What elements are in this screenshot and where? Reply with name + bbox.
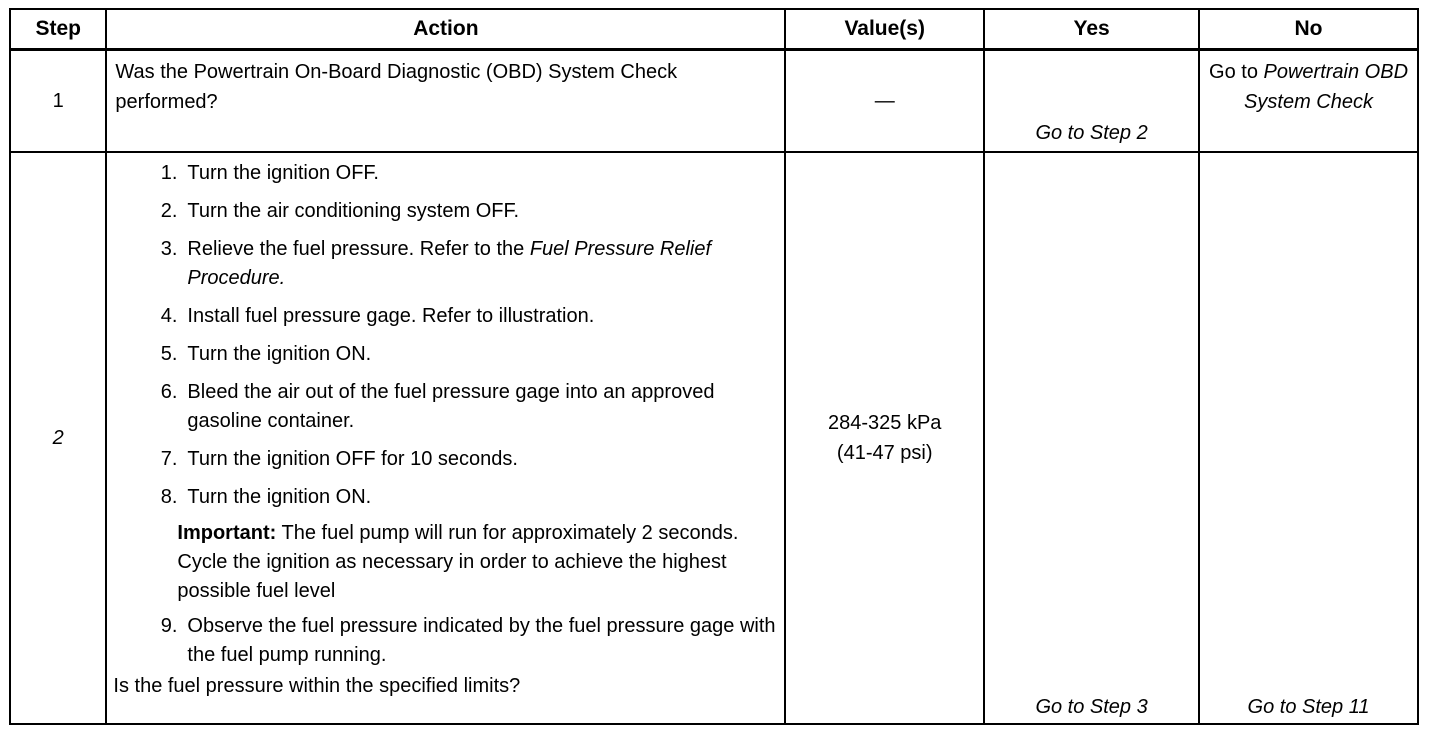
header-yes: Yes: [984, 9, 1199, 50]
no-reference: Powertrain OBD System Check: [1244, 61, 1409, 113]
value-cell: [785, 152, 984, 724]
procedure-list-cont: [107, 612, 784, 670]
list-item: 4. Install fuel pressure gage. Refer to illustration.: [160, 305, 595, 327]
value-kpa: 284-325 kPa: [828, 412, 942, 434]
important-note: [177, 519, 776, 606]
no-prefix: Go to: [1209, 61, 1258, 83]
header-no: No: [1199, 9, 1418, 50]
procedure-reference: Fuel Pressure Relief Procedure.: [187, 238, 712, 289]
table-row: [10, 50, 1418, 153]
list-item: 9. Observe the fuel pressure indicated by the fuel pressure gage with the fuel pump running.: [160, 615, 776, 666]
list-item: 2. Turn the air conditioning system OFF.: [160, 200, 520, 222]
step-number: 2: [10, 152, 106, 724]
list-item: 8. Turn the ignition ON.: [160, 486, 372, 508]
procedure-list: [107, 153, 784, 512]
no-cell: [1199, 50, 1418, 153]
important-text: The fuel pump will run for approximately 2 seconds. Cycle the ignition as necessary in order to achieve the highest possible fuel level: [177, 522, 739, 602]
yes-cell: Go to Step 2: [984, 50, 1199, 153]
list-item: 7. Turn the ignition OFF for 10 seconds.: [160, 448, 518, 470]
list-item: 1. Turn the ignition OFF.: [160, 162, 379, 184]
header-values: Value(s): [785, 9, 984, 50]
action-question: Was the Powertrain On-Board Diagnostic (OBD) System Check performed?: [115, 61, 678, 113]
diagnostic-table: [9, 8, 1419, 725]
step-number: 1: [10, 50, 106, 153]
action-cell: [106, 152, 785, 724]
no-cell: Go to Step 11: [1199, 152, 1418, 724]
value-psi: (41-47 psi): [836, 442, 933, 464]
list-item: 6. Bleed the air out of the fuel pressure gage into an approved gasoline container.: [160, 381, 715, 432]
list-item: 5. Turn the ignition ON.: [160, 343, 372, 365]
important-label: Important:: [177, 522, 277, 544]
table-row: [10, 152, 1418, 724]
action-cell: [106, 50, 785, 153]
value-cell: —: [785, 50, 984, 153]
header-step: Step: [10, 9, 106, 50]
header-row: [10, 9, 1418, 50]
list-item: 3. Relieve the fuel pressure. Refer to the Fuel Pressure Relief Procedure.: [160, 238, 712, 289]
header-action: Action: [106, 9, 785, 50]
action-question: Is the fuel pressure within the specified limits?: [113, 675, 521, 697]
yes-cell: Go to Step 3: [984, 152, 1199, 724]
